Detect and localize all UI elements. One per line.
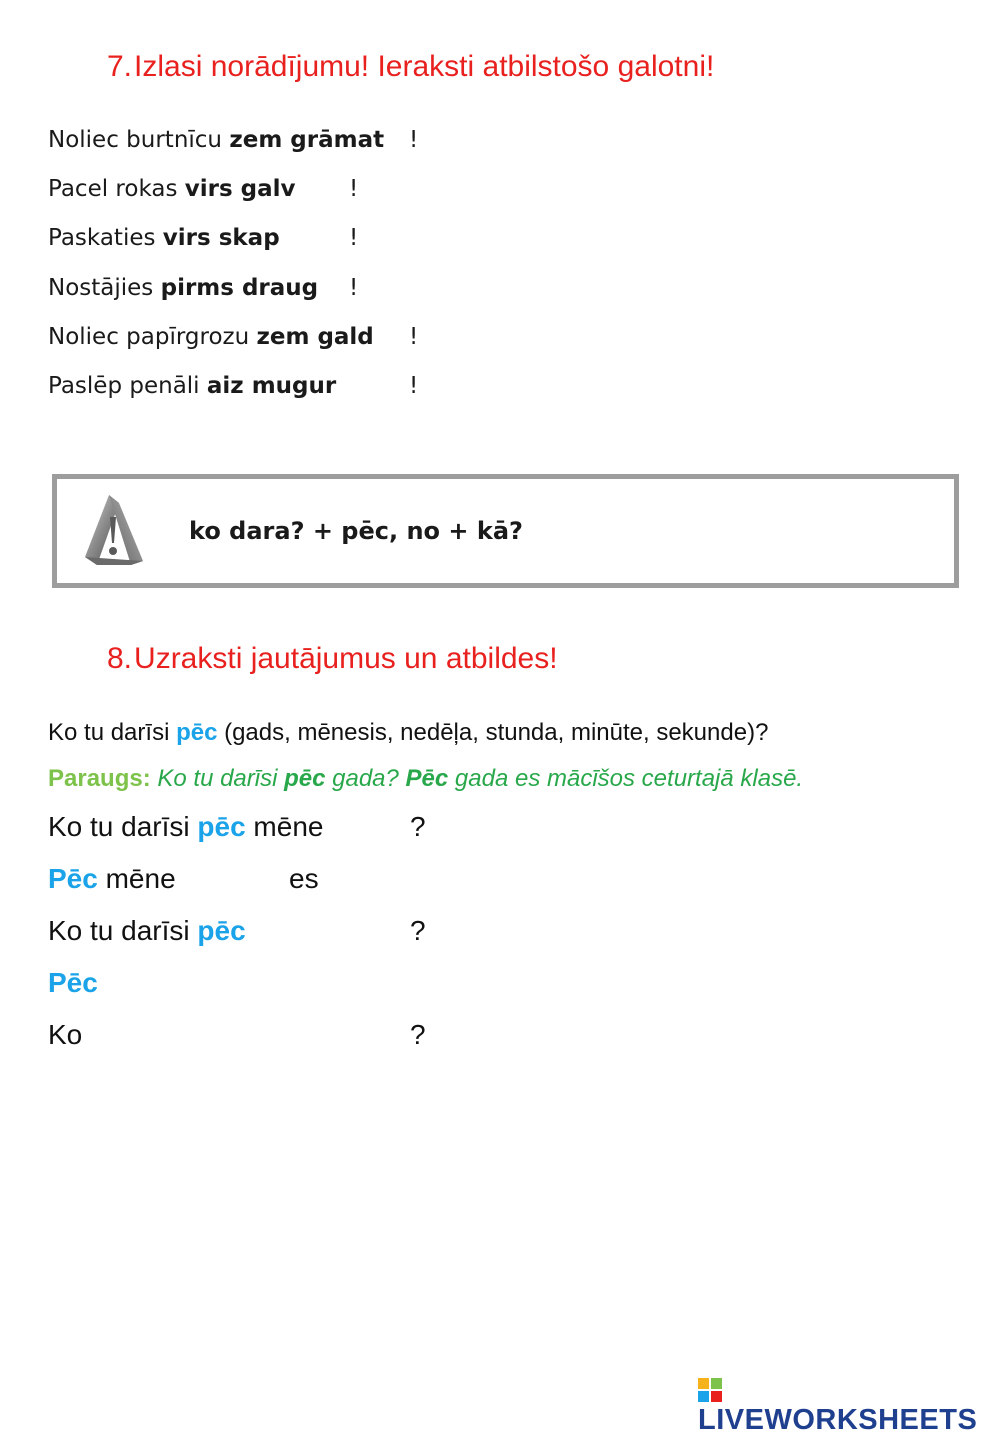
ex7-row-3 [48, 225, 280, 251]
ex8-prompt-options: (gads, mēnesis, nedēļa, stunda, minūte, sekunde)? [217, 719, 769, 746]
ex7-row-2-end: ! [349, 176, 359, 202]
ex8-line-5-end: ? [410, 1019, 426, 1050]
grammar-note-box [52, 474, 959, 588]
ex8-line-3 [48, 915, 246, 947]
ex7-row-text: Noliec papīrgrozu [48, 324, 257, 350]
ex7-row-4-end: ! [349, 275, 359, 301]
ex8-prompt-keyword: pēc [176, 719, 218, 746]
ex8-example-label: Paraugs: [48, 765, 151, 792]
ex8-line-2 [48, 863, 176, 895]
exercise-8-title-text: Uzraksti jautājumus un atbildes! [134, 642, 558, 675]
ex7-row-text: Nostājies [48, 275, 161, 301]
exercise-7-number: 7. [107, 50, 133, 83]
ex8-line-keyword: Pēc [48, 967, 98, 998]
exercise-8-title [107, 642, 558, 676]
ex7-row-bold: pirms draug [160, 275, 319, 301]
ex8-example-keyword: Pēc [405, 765, 449, 792]
ex7-row-5-end: ! [409, 324, 419, 350]
ex8-line-text: Ko tu darīsi [48, 811, 198, 842]
ex8-prompt [48, 719, 768, 747]
ex7-row-bold: virs skap [162, 225, 280, 251]
ex7-row-text: Noliec burtnīcu [48, 127, 230, 153]
ex8-line-1 [48, 811, 323, 843]
exercise-7-title-text: Izlasi norādījumu! Ieraksti atbilstošo galotni! [134, 50, 715, 83]
exercise-7-title [107, 50, 714, 84]
ex8-prompt-text: Ko tu darīsi [48, 719, 177, 746]
ex7-row-1 [48, 127, 384, 153]
ex7-row-3-end: ! [349, 225, 359, 251]
ex8-example-text: Ko tu darīsi [150, 765, 285, 792]
ex8-line-keyword: pēc [197, 811, 246, 842]
ex8-example-text: gada es mācīšos ceturtajā klasē. [448, 765, 804, 792]
ex7-row-text: Pacel rokas [48, 176, 185, 202]
ex8-line-text: mēne [245, 811, 324, 842]
ex8-example [48, 765, 803, 793]
ex7-row-1-end: ! [409, 127, 419, 153]
ex8-line-1-end: ? [410, 811, 426, 842]
logo-mark-icon [698, 1378, 722, 1402]
ex8-line-5: Ko [48, 1019, 83, 1050]
ex8-line-4 [48, 967, 98, 999]
ex7-row-2 [48, 176, 296, 202]
ex7-row-4 [48, 275, 318, 301]
ex8-line-keyword: Pēc [48, 863, 98, 894]
ex7-row-6 [48, 373, 336, 399]
ex8-line-text: mēne [97, 863, 176, 894]
liveworksheets-logo [698, 1378, 1000, 1437]
ex7-row-bold: zem grāmat [229, 127, 385, 153]
grammar-note-text: ko dara? + pēc, no + kā? [189, 517, 523, 545]
ex8-line-2-end: es [289, 863, 319, 894]
ex8-example-keyword: pēc [284, 765, 326, 792]
ex7-row-bold: zem gald [256, 324, 374, 350]
ex8-line-3-end: ? [410, 915, 426, 946]
ex7-row-bold: aiz mugur [206, 373, 337, 399]
ex8-example-text: gada? [325, 765, 406, 792]
exercise-8-number: 8. [107, 642, 133, 675]
logo-text: LIVEWORKSHEETS [698, 1404, 978, 1436]
ex7-row-text: Paskaties [48, 225, 163, 251]
ex7-row-text: Paslēp penāli [48, 373, 207, 399]
ex8-line-text: Ko tu darīsi [48, 915, 198, 946]
ex7-row-bold: virs galv [184, 176, 296, 202]
ex7-row-6-end: ! [409, 373, 419, 399]
ex7-row-5 [48, 324, 374, 350]
warning-triangle-icon [79, 491, 147, 569]
ex8-line-keyword: pēc [197, 915, 246, 946]
